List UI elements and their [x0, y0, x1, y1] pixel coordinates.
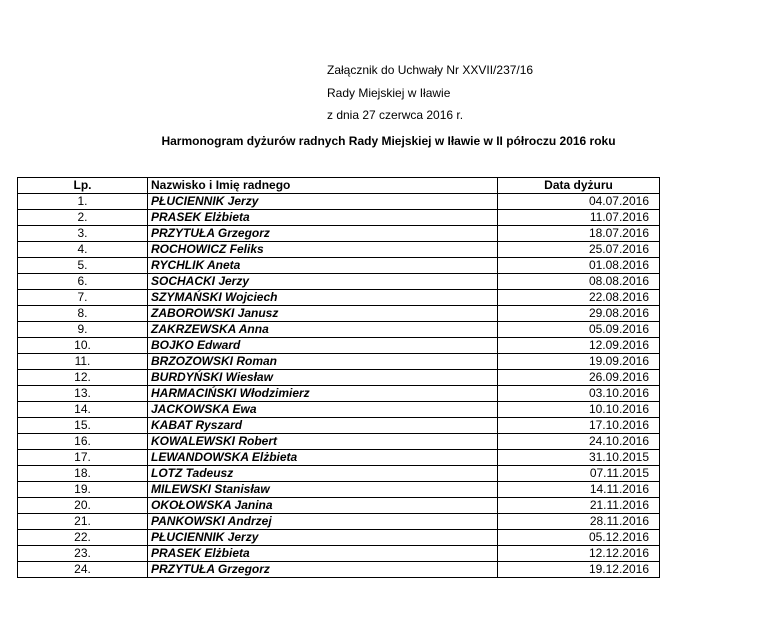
- row-number: 1.: [18, 194, 148, 210]
- row-number: 14.: [18, 402, 148, 418]
- table-row: [18, 290, 660, 306]
- councillor-name: PŁUCIENNIK Jerzy: [148, 530, 498, 546]
- table-header-row: [18, 178, 660, 194]
- duty-date: 14.11.2016: [498, 482, 660, 498]
- duty-date: 31.10.2015: [498, 450, 660, 466]
- row-number: 9.: [18, 322, 148, 338]
- table-row: [18, 434, 660, 450]
- row-number: 11.: [18, 354, 148, 370]
- duty-date: 05.09.2016: [498, 322, 660, 338]
- row-number: 6.: [18, 274, 148, 290]
- duty-date: 04.07.2016: [498, 194, 660, 210]
- table-row: [18, 386, 660, 402]
- councillor-name: SZYMAŃSKI Wojciech: [148, 290, 498, 306]
- table-row: [18, 258, 660, 274]
- councillor-name: BURDYŃSKI Wiesław: [148, 370, 498, 386]
- councillor-name: PRASEK Elżbieta: [148, 210, 498, 226]
- row-number: 2.: [18, 210, 148, 226]
- table-row: [18, 418, 660, 434]
- duty-date: 10.10.2016: [498, 402, 660, 418]
- table-row: [18, 322, 660, 338]
- row-number: 3.: [18, 226, 148, 242]
- duty-date: 19.09.2016: [498, 354, 660, 370]
- column-header-lp: Lp.: [18, 178, 148, 194]
- duty-date: 24.10.2016: [498, 434, 660, 450]
- councillor-name: LOTZ Tadeusz: [148, 466, 498, 482]
- row-number: 18.: [18, 466, 148, 482]
- table-row: [18, 498, 660, 514]
- row-number: 10.: [18, 338, 148, 354]
- councillor-name: PANKOWSKI Andrzej: [148, 514, 498, 530]
- councillor-name: ZABOROWSKI Janusz: [148, 306, 498, 322]
- councillor-name: BOJKO Edward: [148, 338, 498, 354]
- table-row: [18, 338, 660, 354]
- row-number: 12.: [18, 370, 148, 386]
- table-row: [18, 306, 660, 322]
- row-number: 13.: [18, 386, 148, 402]
- table-row: [18, 562, 660, 578]
- councillor-name: PŁUCIENNIK Jerzy: [148, 194, 498, 210]
- row-number: 24.: [18, 562, 148, 578]
- councillor-name: ROCHOWICZ Feliks: [148, 242, 498, 258]
- councillor-name: BRZOZOWSKI Roman: [148, 354, 498, 370]
- duty-date: 12.09.2016: [498, 338, 660, 354]
- row-number: 21.: [18, 514, 148, 530]
- document-title: Harmonogram dyżurów radnych Rady Miejskiej w Iławie w II półroczu 2016 roku: [161, 134, 616, 148]
- duty-date: 11.07.2016: [498, 210, 660, 226]
- table-body: [18, 194, 660, 578]
- row-number: 17.: [18, 450, 148, 466]
- row-number: 20.: [18, 498, 148, 514]
- duty-date: 21.11.2016: [498, 498, 660, 514]
- column-header-name: Nazwisko i Imię radnego: [148, 178, 498, 194]
- duty-date: 18.07.2016: [498, 226, 660, 242]
- councillor-name: JACKOWSKA Ewa: [148, 402, 498, 418]
- table-row: [18, 194, 660, 210]
- table-row: [18, 242, 660, 258]
- duty-date: 28.11.2016: [498, 514, 660, 530]
- row-number: 19.: [18, 482, 148, 498]
- row-number: 7.: [18, 290, 148, 306]
- councillor-name: LEWANDOWSKA Elżbieta: [148, 450, 498, 466]
- councillor-name: HARMACIŃSKI Włodzimierz: [148, 386, 498, 402]
- duty-date: 29.08.2016: [498, 306, 660, 322]
- duty-date: 12.12.2016: [498, 546, 660, 562]
- duty-date: 01.08.2016: [498, 258, 660, 274]
- table-row: [18, 226, 660, 242]
- duty-date: 03.10.2016: [498, 386, 660, 402]
- table-row: [18, 482, 660, 498]
- councillor-name: ZAKRZEWSKA Anna: [148, 322, 498, 338]
- duty-date: 17.10.2016: [498, 418, 660, 434]
- duty-date: 22.08.2016: [498, 290, 660, 306]
- table-row: [18, 370, 660, 386]
- duty-date: 07.11.2015: [498, 466, 660, 482]
- councillor-name: SOCHACKI Jerzy: [148, 274, 498, 290]
- duty-date: 25.07.2016: [498, 242, 660, 258]
- row-number: 22.: [18, 530, 148, 546]
- councillor-name: OKOŁOWSKA Janina: [148, 498, 498, 514]
- councillor-name: KOWALEWSKI Robert: [148, 434, 498, 450]
- table-row: [18, 274, 660, 290]
- duty-schedule-table: [17, 177, 660, 578]
- table-row: [18, 530, 660, 546]
- row-number: 4.: [18, 242, 148, 258]
- row-number: 5.: [18, 258, 148, 274]
- councillor-name: PRZYTUŁA Grzegorz: [148, 226, 498, 242]
- table-row: [18, 466, 660, 482]
- councillor-name: PRZYTUŁA Grzegorz: [148, 562, 498, 578]
- councillor-name: KABAT Ryszard: [148, 418, 498, 434]
- table-row: [18, 402, 660, 418]
- row-number: 16.: [18, 434, 148, 450]
- column-header-date: Data dyżuru: [498, 178, 660, 194]
- row-number: 15.: [18, 418, 148, 434]
- table-row: [18, 546, 660, 562]
- duty-date: 05.12.2016: [498, 530, 660, 546]
- councillor-name: PRASEK Elżbieta: [148, 546, 498, 562]
- table-row: [18, 354, 660, 370]
- duty-date: 08.08.2016: [498, 274, 660, 290]
- councillor-name: MILEWSKI Stanisław: [148, 482, 498, 498]
- table-row: [18, 514, 660, 530]
- table-row: [18, 210, 660, 226]
- councillor-name: RYCHLIK Aneta: [148, 258, 498, 274]
- duty-date: 26.09.2016: [498, 370, 660, 386]
- attachment-reference: Załącznik do Uchwały Nr XXVII/237/16: [327, 63, 534, 77]
- row-number: 23.: [18, 546, 148, 562]
- table-row: [18, 450, 660, 466]
- council-name: Rady Miejskiej w Iławie: [327, 86, 451, 100]
- duty-date: 19.12.2016: [498, 562, 660, 578]
- resolution-date: z dnia 27 czerwca 2016 r.: [327, 108, 464, 122]
- row-number: 8.: [18, 306, 148, 322]
